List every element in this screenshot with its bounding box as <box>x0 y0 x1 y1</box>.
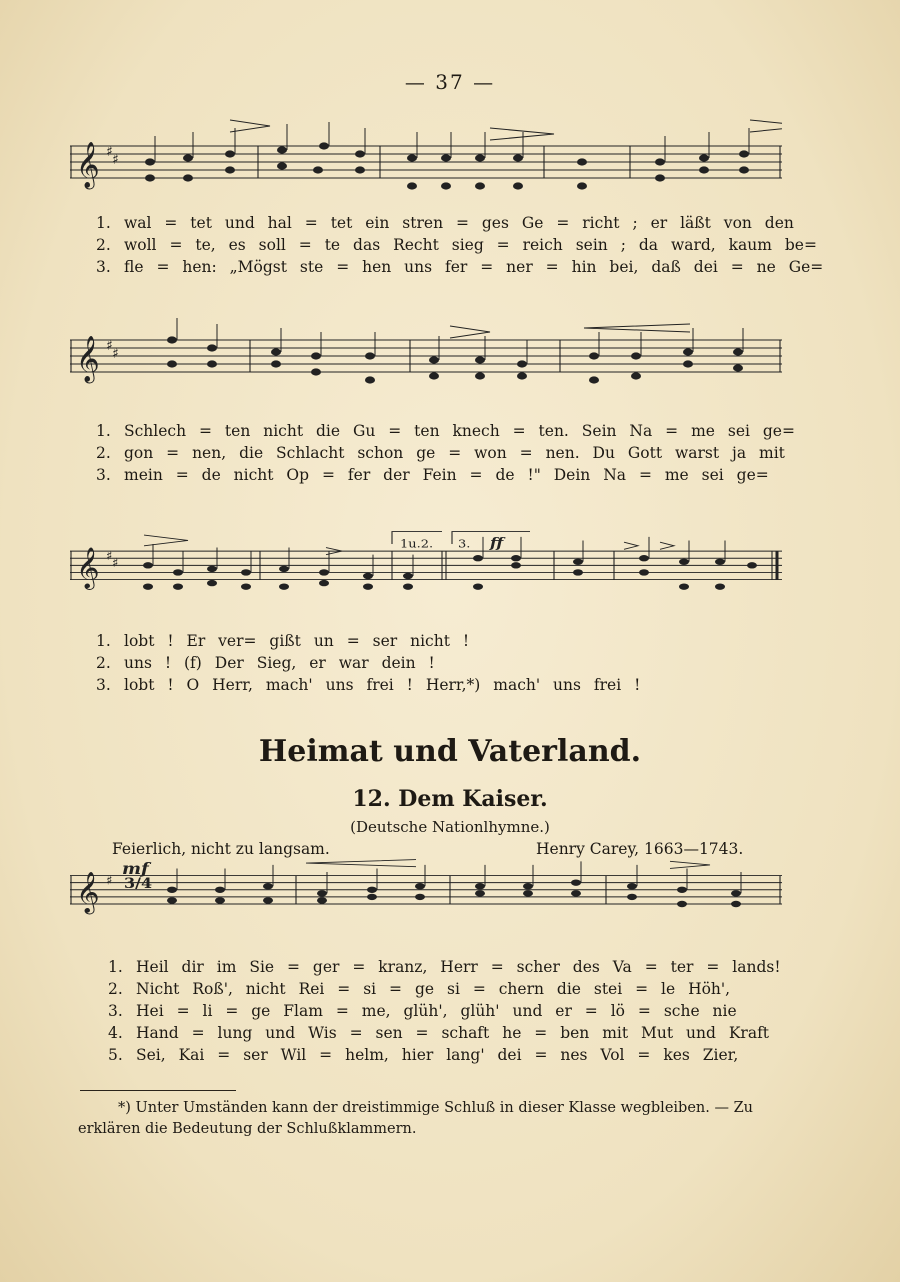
lyric-line: 1. lobt ! Er ver= gißt un = ser nicht ! <box>96 632 470 650</box>
composer-credit: Henry Carey, 1663—1743. <box>536 840 744 858</box>
volta-first-ending-label: 1u.2. <box>399 537 434 551</box>
page-number: — 37 — <box>404 70 496 94</box>
lyric-line: 2. Nicht Roß', nicht Rei = si = ge si = chern die stei = le Höh', <box>108 980 731 998</box>
song-title: 12. Dem Kaiser. <box>352 786 548 812</box>
lyric-line: 1. wal = tet und hal = tet ein stren = ges Ge = richt ; er läßt von den <box>96 214 794 232</box>
footnote: *) Unter Umständen kann der dreistimmige Schluß in dieser Klasse wegbleiben. — Zu erklären die Bedeutung der Schlußklammern. <box>78 1100 753 1137</box>
footnote-divider <box>80 1090 236 1091</box>
lyric-line: 1. Heil dir im Sie = ger = kranz, Herr = scher des Va = ter = lands! <box>108 958 781 976</box>
svg-text:♯: ♯ <box>112 556 119 571</box>
svg-text:♯: ♯ <box>106 144 113 160</box>
section-title: Heimat und Vaterland. <box>258 734 642 769</box>
lyrics-block-3 <box>96 630 776 696</box>
svg-text:3/4: 3/4 <box>124 874 153 892</box>
lyrics-block-4 <box>108 956 798 1066</box>
lyric-line: 1. Schlech = ten nicht die Gu = ten knech = ten. Sein Na = me sei ge= <box>96 422 795 440</box>
lyric-line: 2. woll = te, es soll = te das Recht sieg = reich sein ; da ward, kaum be= <box>96 236 817 254</box>
lyric-line: 3. mein = de nicht Op = fer der Fein = de !" Dein Na = me sei ge= <box>96 466 769 484</box>
lyric-line: 2. uns ! (f) Der Sieg, er war dein ! <box>96 654 435 672</box>
lyric-line: 3. fle = hen: „Mögst ste = hen uns fer = ner = hin bei, daß dei = ne Ge= <box>96 258 824 276</box>
dynamic-marking: ff <box>490 534 504 552</box>
song-subtitle: (Deutsche Nationlhymne.) <box>350 818 550 836</box>
svg-text:♯: ♯ <box>112 346 119 362</box>
music-staff-system-4 <box>70 856 782 936</box>
svg-text:♯: ♯ <box>112 152 119 168</box>
music-staff-system-2 <box>70 318 782 398</box>
svg-text:𝄞: 𝄞 <box>76 336 100 382</box>
lyric-line: 4. Hand = lung und Wis = sen = schaft he = ben mit Mut und Kraft <box>108 1024 770 1042</box>
lyric-line: 5. Sei, Kai = ser Wil = helm, hier lang' dei = nes Vol = kes Zier, <box>108 1046 739 1064</box>
dynamic-marking: mf <box>122 859 149 879</box>
volta-third-ending-label: 3. <box>457 537 471 551</box>
music-staff-system-1 <box>70 118 782 198</box>
svg-text:♯: ♯ <box>106 338 113 354</box>
music-staff-system-3 <box>70 528 782 608</box>
lyric-line: 3. Hei = li = ge Flam = me, glüh', glüh' und er = lö = sche nie <box>108 1002 737 1020</box>
svg-text:𝄞: 𝄞 <box>76 546 100 589</box>
tempo-marking: Feierlich, nicht zu langsam. <box>112 840 330 858</box>
svg-text:♯: ♯ <box>106 549 113 564</box>
svg-text:𝄞: 𝄞 <box>76 142 100 188</box>
svg-text:♯: ♯ <box>106 874 113 889</box>
time-signature <box>124 875 152 892</box>
lyric-line: 2. gon = nen, die Schlacht schon ge = won = nen. Du Gott warst ja mit <box>96 444 785 462</box>
lyric-line: 3. lobt ! O Herr, mach' uns frei ! Herr,*) mach' uns frei ! <box>96 676 641 694</box>
lyrics-block-2 <box>96 420 795 486</box>
svg-text:𝄞: 𝄞 <box>76 871 100 913</box>
lyrics-block-1 <box>96 212 824 278</box>
